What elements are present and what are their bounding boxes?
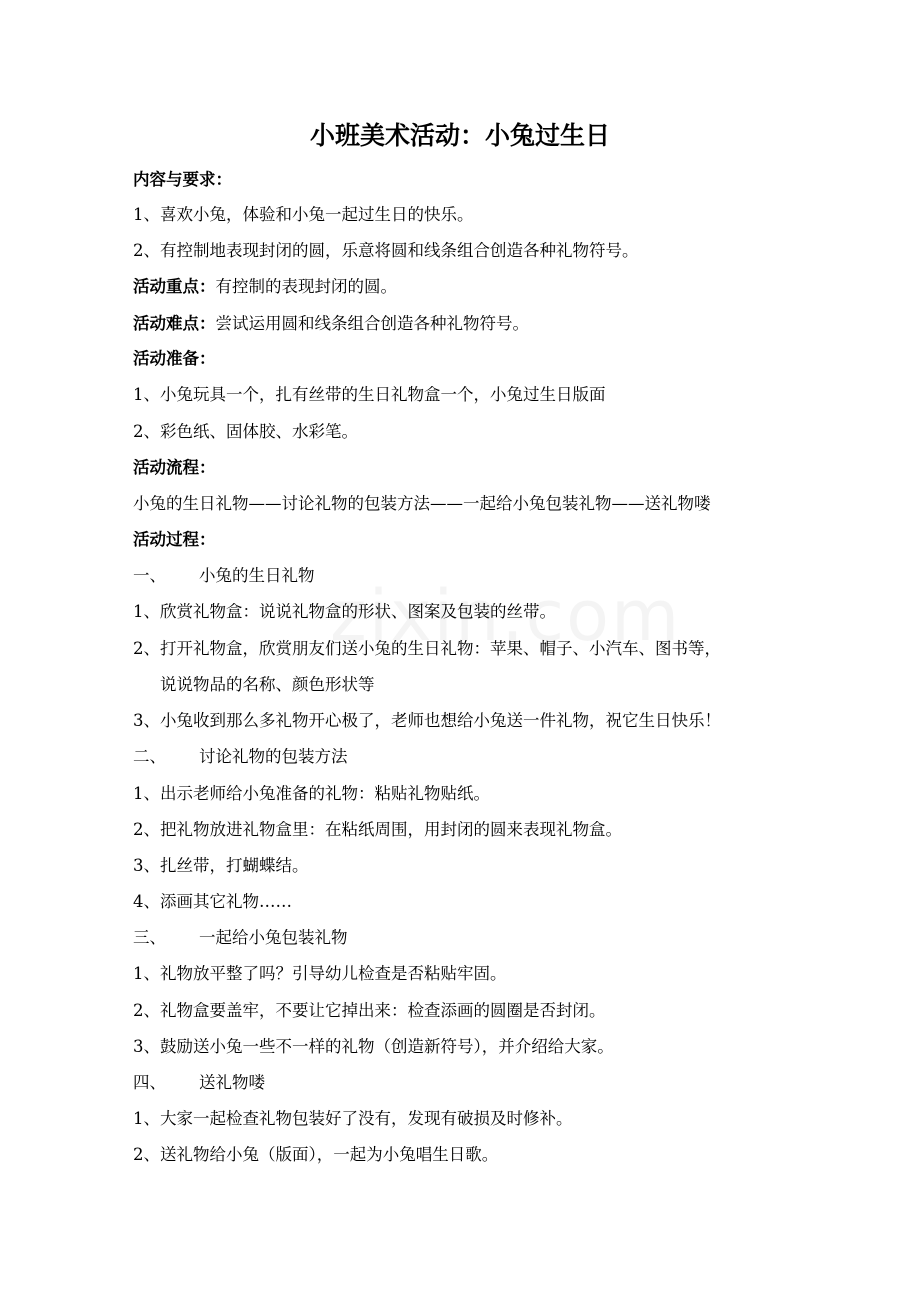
prep-heading: 活动准备： (133, 349, 216, 368)
content-heading: 内容与要求： (133, 170, 232, 189)
page-title: 小班美术活动：小兔过生日 (309, 121, 610, 150)
section-3-title: 一起给小兔包装礼物 (199, 928, 348, 947)
section-3-item-2: 2、礼物盒要盖牢，不要让它掉出来：检查添画的圆圈是否封闭。 (133, 1001, 606, 1020)
section-1-number: 一、 (133, 566, 166, 585)
section-1-item-1: 1、欣赏礼物盒：说说礼物盒的形状、图案及包装的丝带。 (133, 602, 556, 621)
section-1-heading (133, 563, 793, 589)
difficulty (133, 311, 793, 337)
process-heading: 活动过程： (133, 530, 216, 549)
requirement-2: 2、有控制地表现封闭的圆，乐意将圆和线条组合创造各种礼物符号。 (133, 241, 639, 260)
requirement-1: 1、喜欢小兔，体验和小兔一起过生日的快乐。 (133, 205, 474, 224)
difficulty-label: 活动难点： (133, 314, 216, 333)
section-1-item-2: 2、打开礼物盒，欣赏朋友们送小兔的生日礼物：苹果、帽子、小汽车、图书等， (133, 639, 721, 658)
section-4-heading (133, 1070, 793, 1096)
key-point (133, 274, 793, 300)
section-3-number: 三、 (133, 928, 166, 947)
section-1-title: 小兔的生日礼物 (199, 566, 315, 585)
section-4-item-2: 2、送礼物给小兔（版面），一起为小兔唱生日歌。 (133, 1145, 499, 1164)
section-3-item-1: 1、礼物放平整了吗？引导幼儿检查是否粘贴牢固。 (133, 964, 507, 983)
section-3-heading (133, 925, 793, 951)
section-4-title: 送礼物喽 (199, 1073, 265, 1092)
flow-heading: 活动流程： (133, 458, 216, 477)
key-point-label: 活动重点： (133, 277, 216, 296)
key-point-text: 有控制的表现封闭的圆。 (215, 277, 397, 296)
section-2-title: 讨论礼物的包装方法 (199, 747, 348, 766)
prep-item-1: 1、小兔玩具一个，扎有丝带的生日礼物盒一个，小兔过生日版面 (133, 385, 606, 404)
section-1-item-3: 3、小兔收到那么多礼物开心极了，老师也想给小兔送一件礼物，祝它生日快乐！ (133, 711, 721, 730)
prep-item-2: 2、彩色纸、固体胶、水彩笔。 (133, 422, 358, 441)
section-2-number: 二、 (133, 747, 166, 766)
section-2-item-4: 4、添画其它礼物…… (133, 892, 292, 911)
section-2-item-1: 1、出示老师给小兔准备的礼物：粘贴礼物贴纸。 (133, 784, 490, 803)
section-2-heading (133, 744, 793, 770)
section-2-item-2: 2、把礼物放进礼物盒里：在粘纸周围，用封闭的圆来表现礼物盒。 (133, 820, 622, 839)
flow-text: 小兔的生日礼物——讨论礼物的包装方法——一起给小兔包装礼物——送礼物喽 (133, 494, 711, 513)
section-3-item-3: 3、鼓励送小兔一些不一样的礼物（创造新符号），并介绍给大家。 (133, 1037, 614, 1056)
section-1-item-2-cont: 说说物品的名称、颜色形状等 (160, 675, 375, 694)
section-2-item-3: 3、扎丝带，打蝴蝶结。 (133, 856, 309, 875)
section-4-item-1: 1、大家一起检查礼物包装好了没有，发现有破损及时修补。 (133, 1109, 573, 1128)
difficulty-text: 尝试运用圆和线条组合创造各种礼物符号。 (215, 314, 529, 333)
section-4-number: 四、 (133, 1073, 166, 1092)
